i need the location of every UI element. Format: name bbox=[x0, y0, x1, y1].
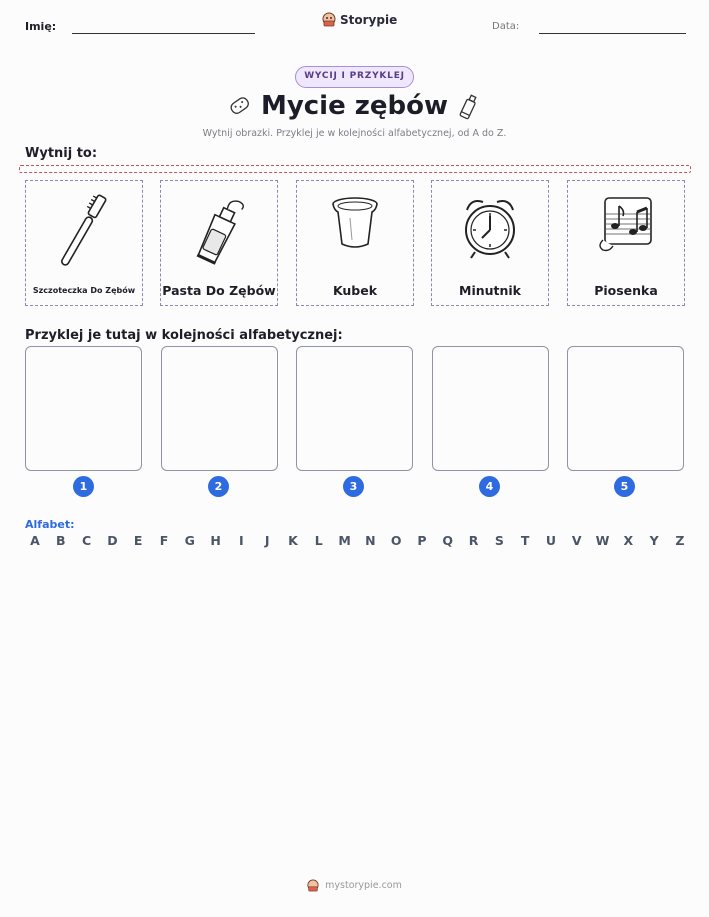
alphabet-letter: M bbox=[338, 533, 351, 548]
slot-number-badge: 4 bbox=[479, 476, 500, 497]
card-label: Kubek bbox=[332, 283, 378, 298]
footer-url: mystorypie.com bbox=[325, 880, 402, 891]
name-field[interactable] bbox=[72, 33, 255, 34]
page-title: Mycie zębów bbox=[260, 91, 449, 121]
cut-line bbox=[19, 165, 691, 173]
alarm-clock-icon bbox=[455, 188, 525, 272]
paste-slot[interactable] bbox=[296, 346, 413, 471]
alphabet-letter: W bbox=[595, 533, 610, 548]
brand-logo bbox=[322, 12, 397, 27]
brand-name: Storypie bbox=[340, 12, 398, 27]
cut-card-timer[interactable] bbox=[431, 180, 549, 306]
date-field[interactable] bbox=[539, 33, 686, 34]
cut-section-label: Wytnij to: bbox=[25, 146, 98, 161]
alphabet-letter: Z bbox=[675, 533, 685, 548]
slot-number-badge: 2 bbox=[208, 476, 229, 497]
alphabet-letter: K bbox=[288, 533, 298, 548]
alphabet-letter: G bbox=[184, 533, 195, 548]
alphabet-letter: R bbox=[468, 533, 479, 548]
activity-badge: WYCIJ I PRZYKLEJ bbox=[295, 66, 414, 88]
alphabet-letter: T bbox=[520, 533, 530, 548]
alphabet-label: Alfabet: bbox=[25, 518, 75, 531]
name-label: Imię: bbox=[25, 20, 57, 33]
cup-icon bbox=[320, 188, 390, 272]
storypie-mascot-icon bbox=[322, 12, 336, 27]
alphabet-letter: X bbox=[623, 533, 634, 548]
paste-section-label: Przyklej je tutaj w kolejności alfabetycznej: bbox=[25, 328, 343, 343]
paste-slot[interactable] bbox=[25, 346, 142, 471]
storypie-mascot-icon bbox=[307, 879, 319, 892]
alphabet-row bbox=[25, 533, 690, 548]
alphabet-letter: U bbox=[545, 533, 557, 548]
toothpaste-icon bbox=[184, 188, 254, 272]
music-note-icon bbox=[591, 188, 661, 272]
card-label: Szczoteczka Do Zębów bbox=[32, 286, 136, 295]
cut-card-toothpaste[interactable] bbox=[160, 180, 278, 306]
footer bbox=[0, 879, 709, 892]
alphabet-letter: D bbox=[107, 533, 118, 548]
paste-slot[interactable] bbox=[567, 346, 684, 471]
alphabet-letter: N bbox=[365, 533, 376, 548]
slot-number-badge: 3 bbox=[343, 476, 364, 497]
alphabet-letter: Q bbox=[442, 533, 454, 548]
cut-card-cup[interactable] bbox=[296, 180, 414, 306]
alphabet-letter: B bbox=[56, 533, 66, 548]
instructions: Wytnij obrazki. Przyklej je w kolejności alfabetycznej, od A do Z. bbox=[202, 128, 507, 139]
alphabet-letter: P bbox=[417, 533, 427, 548]
worksheet-header bbox=[0, 0, 709, 50]
toothbrush-icon bbox=[49, 188, 119, 272]
card-label: Minutnik bbox=[459, 283, 521, 298]
alphabet-letter: S bbox=[494, 533, 504, 548]
toothpaste-deco-icon bbox=[455, 92, 481, 122]
alphabet-letter: A bbox=[30, 533, 40, 548]
slot-number-badge: 1 bbox=[73, 476, 94, 497]
alphabet-letter: H bbox=[210, 533, 221, 548]
date-label: Data: bbox=[492, 21, 520, 32]
alphabet-letter: V bbox=[571, 533, 582, 548]
alphabet-letter: Y bbox=[649, 533, 659, 548]
alphabet-letter: O bbox=[390, 533, 402, 548]
alphabet-letter: L bbox=[314, 533, 323, 548]
paste-slot[interactable] bbox=[161, 346, 278, 471]
alphabet-letter: F bbox=[159, 533, 169, 548]
alphabet-letter: C bbox=[82, 533, 92, 548]
paste-slot[interactable] bbox=[432, 346, 549, 471]
alphabet-letter: J bbox=[264, 533, 270, 548]
card-label: Piosenka bbox=[594, 283, 658, 298]
cut-card-song[interactable] bbox=[567, 180, 685, 306]
slot-number-badge: 5 bbox=[614, 476, 635, 497]
alphabet-letter: I bbox=[239, 533, 244, 548]
card-label: Pasta Do Zębów bbox=[162, 283, 276, 298]
cut-card-toothbrush[interactable] bbox=[25, 180, 143, 306]
alphabet-letter: E bbox=[133, 533, 143, 548]
